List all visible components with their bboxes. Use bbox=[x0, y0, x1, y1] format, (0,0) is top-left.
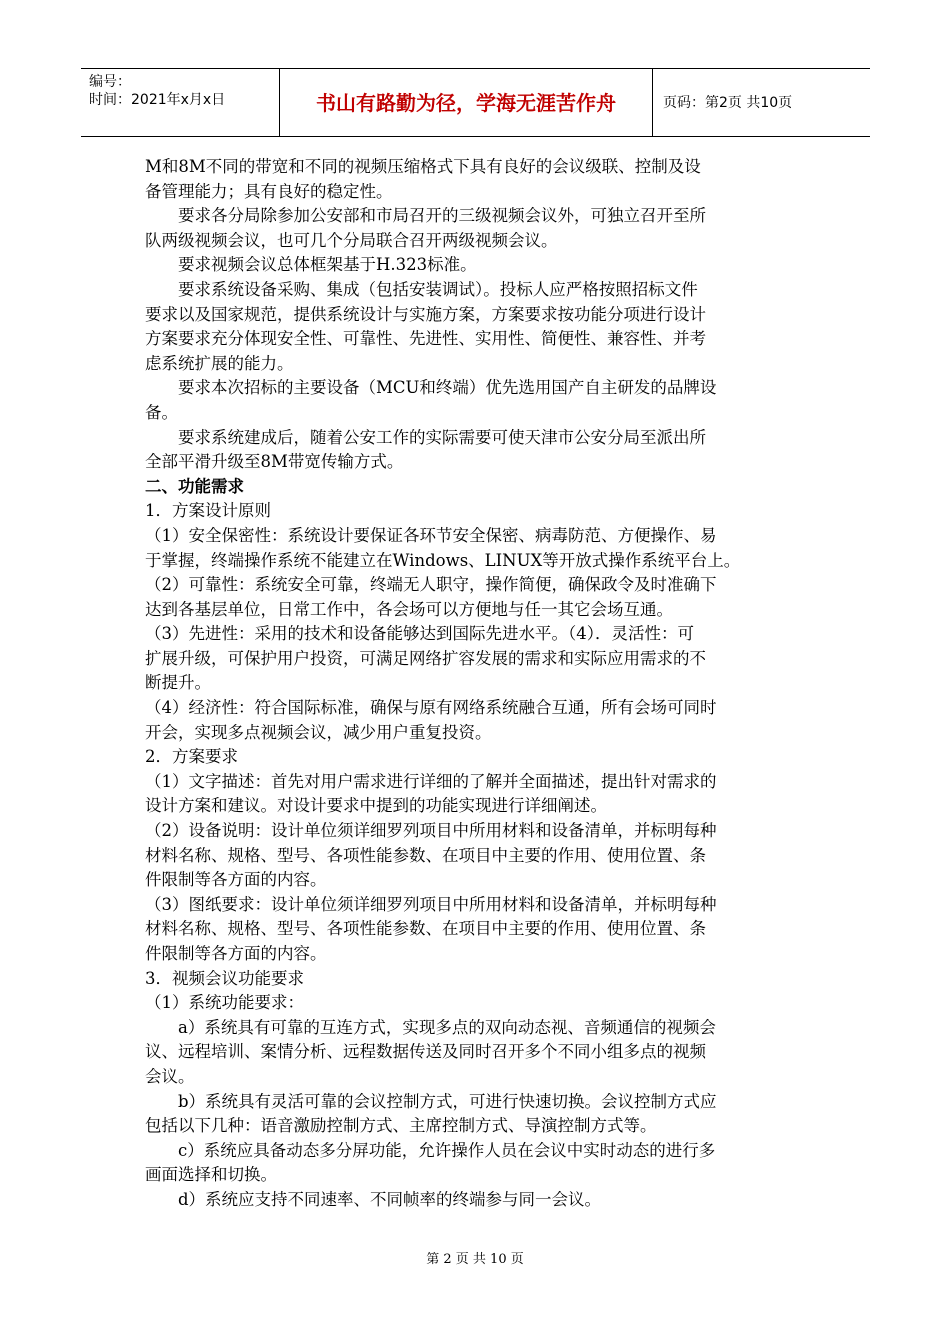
body-line: 件限制等各方面的内容。 bbox=[145, 870, 327, 890]
body-line: （2）设备说明：设计单位须详细罗列项目中所用材料和设备清单，并标明每种 bbox=[145, 821, 717, 841]
body-line: 断提升。 bbox=[145, 673, 211, 693]
body-line: c）系统应具备动态多分屏功能，允许操作人员在会议中实时动态的进行多 bbox=[178, 1140, 716, 1160]
page-header bbox=[81, 68, 870, 137]
body-line: 画面选择和切换。 bbox=[145, 1165, 277, 1185]
page-footer: 第 2 页 共 10 页 bbox=[426, 1252, 524, 1267]
body-line: 虑系统扩展的能力。 bbox=[145, 353, 294, 373]
body-line: d）系统应支持不同速率、不同帧率的终端参与同一会议。 bbox=[178, 1189, 602, 1209]
body-line: 要求系统建成后，随着公安工作的实际需要可使天津市公安分局至派出所 bbox=[178, 427, 706, 447]
body-line: 要求以及国家规范，提供系统设计与实施方案，方案要求按功能分项进行设计 bbox=[145, 304, 706, 324]
header-motto: 书山有路勤为径，学海无涯苦作舟 bbox=[316, 91, 616, 115]
body-line: 备管理能力；具有良好的稳定性。 bbox=[145, 181, 393, 201]
body-line: （2）可靠性：系统安全可靠，终端无人职守，操作简便，确保政令及时准确下 bbox=[145, 575, 717, 595]
body-line: （3）图纸要求：设计单位须详细罗列项目中所用材料和设备清单，并标明每种 bbox=[145, 894, 717, 914]
header-meta-cell bbox=[81, 69, 280, 136]
body-line: 包括以下几种：语音激励控制方式、主席控制方式、导演控制方式等。 bbox=[145, 1116, 657, 1136]
header-page-info: 页码：第2页 共10页 bbox=[663, 95, 793, 111]
body-line: 设计方案和建议。对设计要求中提到的功能实现进行详细阐述。 bbox=[145, 796, 607, 816]
body-line: （4）经济性：符合国际标准，确保与原有网络系统融合互通，所有会场可同时 bbox=[145, 698, 717, 718]
body-line: 要求系统设备采购、集成（包括安装调试）。投标人应严格按照招标文件 bbox=[178, 279, 698, 299]
body-line: 扩展升级，可保护用户投资，可满足网络扩容发展的需求和实际应用需求的不 bbox=[145, 648, 706, 668]
body-line: 议、远程培训、案情分析、远程数据传送及同时召开多个不同小组多点的视频 bbox=[145, 1042, 706, 1062]
body-line: 全部平滑升级至8M带宽传输方式。 bbox=[145, 452, 404, 472]
subsection-heading: 1．方案设计原则 bbox=[145, 501, 271, 521]
document-date: 时间：2021年x月x日 bbox=[89, 92, 226, 108]
body-line: 件限制等各方面的内容。 bbox=[145, 944, 327, 963]
header-page-cell bbox=[653, 69, 870, 136]
body-line: 材料名称、规格、型号、各项性能参数、在项目中主要的作用、使用位置、条 bbox=[145, 845, 706, 865]
section-heading: 二、功能需求 bbox=[145, 476, 244, 496]
body-line: 开会，实现多点视频会议，减少用户重复投资。 bbox=[145, 722, 492, 742]
body-line: 要求视频会议总体框架基于H.323标准。 bbox=[178, 255, 477, 275]
document-number: 编号： bbox=[89, 74, 131, 90]
body-line: （1）文字描述：首先对用户需求进行详细的了解并全面描述，提出针对需求的 bbox=[145, 771, 717, 791]
header-motto-cell bbox=[280, 69, 653, 136]
body-line: （1）系统功能要求： bbox=[145, 993, 304, 1013]
body-line: a）系统具有可靠的互连方式，实现多点的双向动态视、音频通信的视频会 bbox=[178, 1017, 716, 1037]
subsection-heading: 3．视频会议功能要求 bbox=[145, 968, 304, 988]
body-line: M和8M不同的带宽和不同的视频压缩格式下具有良好的会议级联、控制及设 bbox=[145, 157, 701, 176]
body-line: b）系统具有灵活可靠的会议控制方式，可进行快速切换。会议控制方式应 bbox=[178, 1091, 717, 1111]
document-body bbox=[145, 155, 810, 1213]
body-line: （1）安全保密性：系统设计要保证各环节安全保密、病毒防范、方便操作、易 bbox=[145, 525, 717, 545]
body-line: （3）先进性：采用的技术和设备能够达到国际先进水平。（4）．灵活性：可 bbox=[145, 624, 694, 644]
body-line: 方案要求充分体现安全性、可靠性、先进性、实用性、简便性、兼容性、并考 bbox=[145, 329, 706, 349]
body-line: 备。 bbox=[145, 402, 178, 422]
body-line: 要求本次招标的主要设备（MCU和终端）优先选用国产自主研发的品牌设 bbox=[178, 378, 717, 398]
body-line: 会议。 bbox=[145, 1066, 195, 1086]
body-line: 材料名称、规格、型号、各项性能参数、在项目中主要的作用、使用位置、条 bbox=[145, 919, 706, 939]
body-line: 要求各分局除参加公安部和市局召开的三级视频会议外，可独立召开至所 bbox=[178, 206, 706, 226]
body-line: 达到各基层单位，日常工作中，各会场可以方便地与任一其它会场互通。 bbox=[145, 599, 673, 619]
body-line: 队两级视频会议，也可几个分局联合召开两级视频会议。 bbox=[145, 230, 558, 250]
body-line: 于掌握，终端操作系统不能建立在Windows、LINUX等开放式操作系统平台上。 bbox=[145, 550, 741, 570]
subsection-heading: 2．方案要求 bbox=[145, 747, 238, 767]
